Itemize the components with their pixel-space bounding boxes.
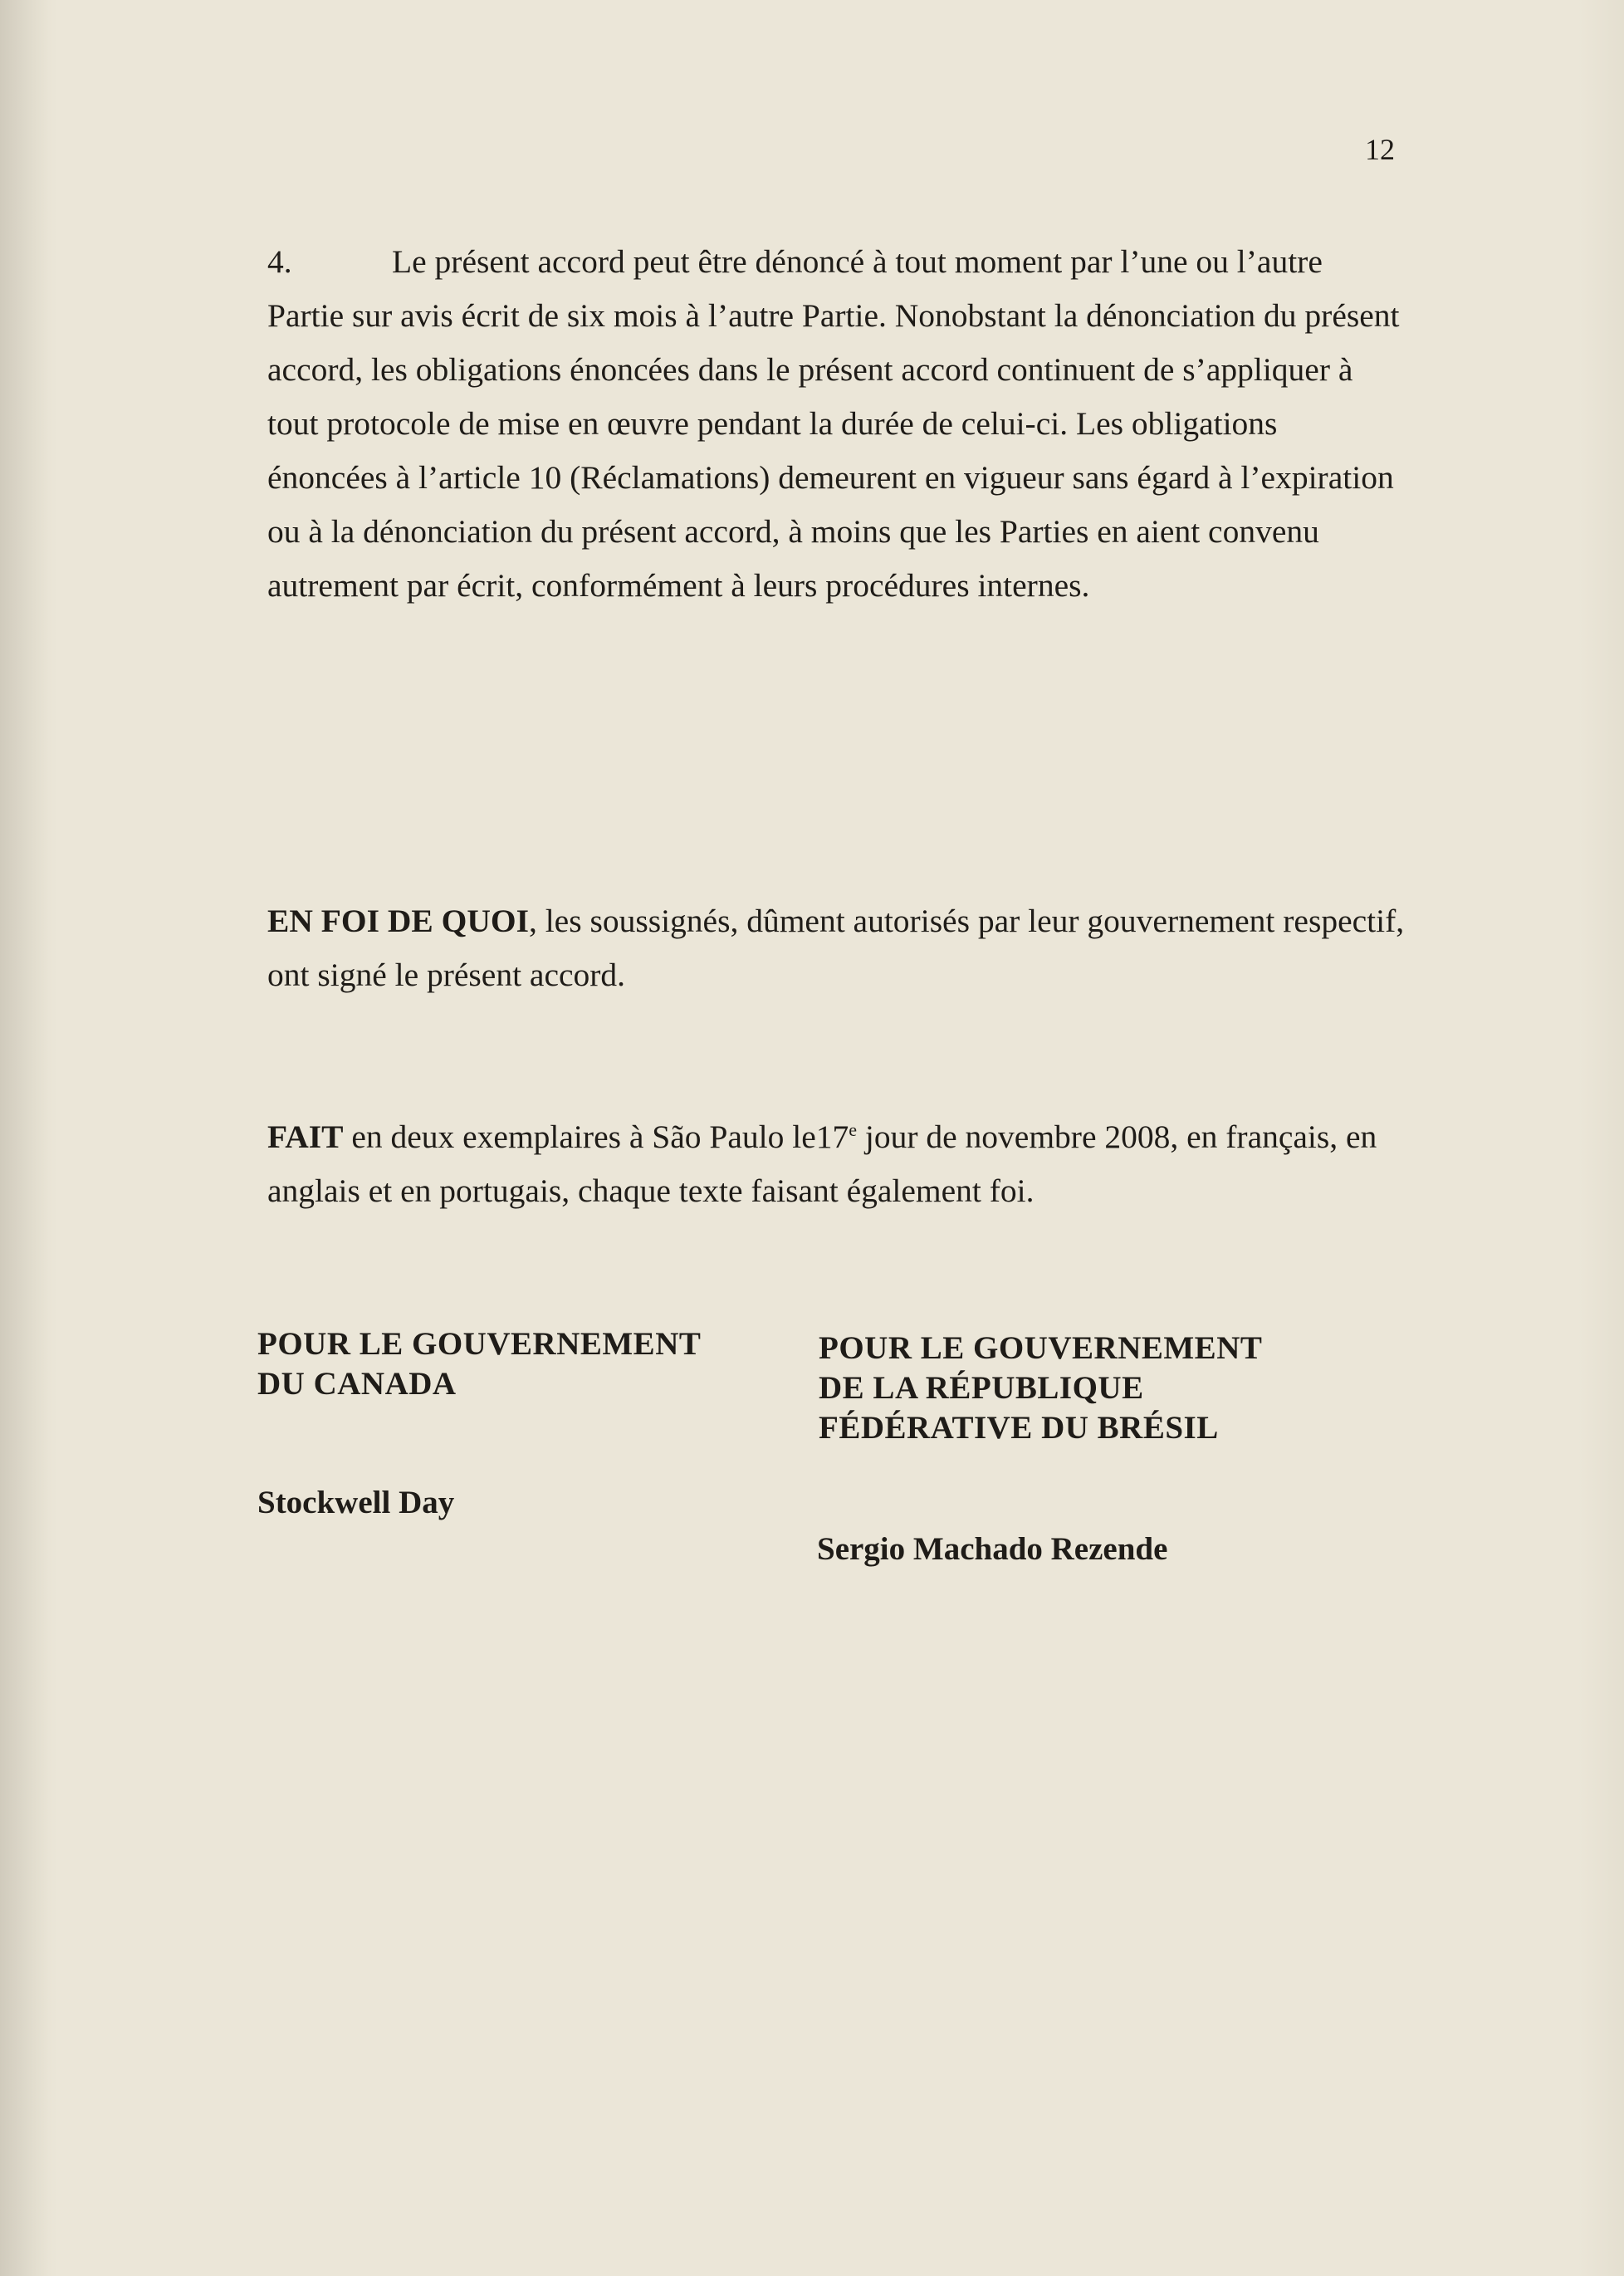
ordinal-superscript: e (849, 1118, 857, 1140)
paragraph-number: 4. (267, 243, 292, 280)
done-text-before: en deux exemplaires à São Paulo le17 (343, 1118, 849, 1155)
page-number: 12 (1365, 133, 1395, 166)
done-lead: FAIT (267, 1118, 344, 1155)
page-fold-shadow (0, 0, 50, 2276)
signatory-name-canada: Stockwell Day (257, 1485, 455, 1520)
done-text-after: jour de novembre 2008, en français, en anglais et en portugais, chaque texte faisant également foi. (267, 1118, 1377, 1209)
signature-heading-line: DE LA RÉPUBLIQUE (819, 1370, 1144, 1406)
signature-heading-canada (257, 1324, 789, 1404)
witness-text: , les soussignés, dûment autorisés par leur gouvernement respectif, ont signé le présent accord. (267, 903, 1405, 993)
witness-lead: EN FOI DE QUOI (267, 903, 529, 939)
signature-heading-line: FÉDÉRATIVE DU BRÉSIL (819, 1410, 1219, 1446)
signature-heading-brazil (819, 1329, 1400, 1448)
signatory-name-brazil: Sergio Machado Rezende (817, 1531, 1168, 1567)
signature-heading-line: DU CANADA (257, 1366, 457, 1402)
done-clause (267, 1110, 1405, 1218)
signature-heading-line: POUR LE GOUVERNEMENT (819, 1330, 1263, 1366)
paragraph-4 (267, 235, 1405, 613)
signature-heading-line: POUR LE GOUVERNEMENT (257, 1326, 702, 1362)
paragraph-4-text: Le présent accord peut être dénoncé à tout moment par l’une ou l’autre Partie sur avis écrit de six mois à l’autre Partie. Nonobstant la dénonciation du présent accord, les obligations énoncées dans le présent accord continuent de s’appliquer à tout protocole de mise en œuvre pendant la durée de celui-ci. Les obligations énoncées à l’article 10 (Réclamations) demeurent en vigueur sans égard à l’expiration ou à la dénonciation du présent accord, à moins que les Parties en aient convenu autrement par écrit, conformément à leurs procédures internes. (267, 243, 1400, 604)
witness-clause (267, 894, 1405, 1002)
